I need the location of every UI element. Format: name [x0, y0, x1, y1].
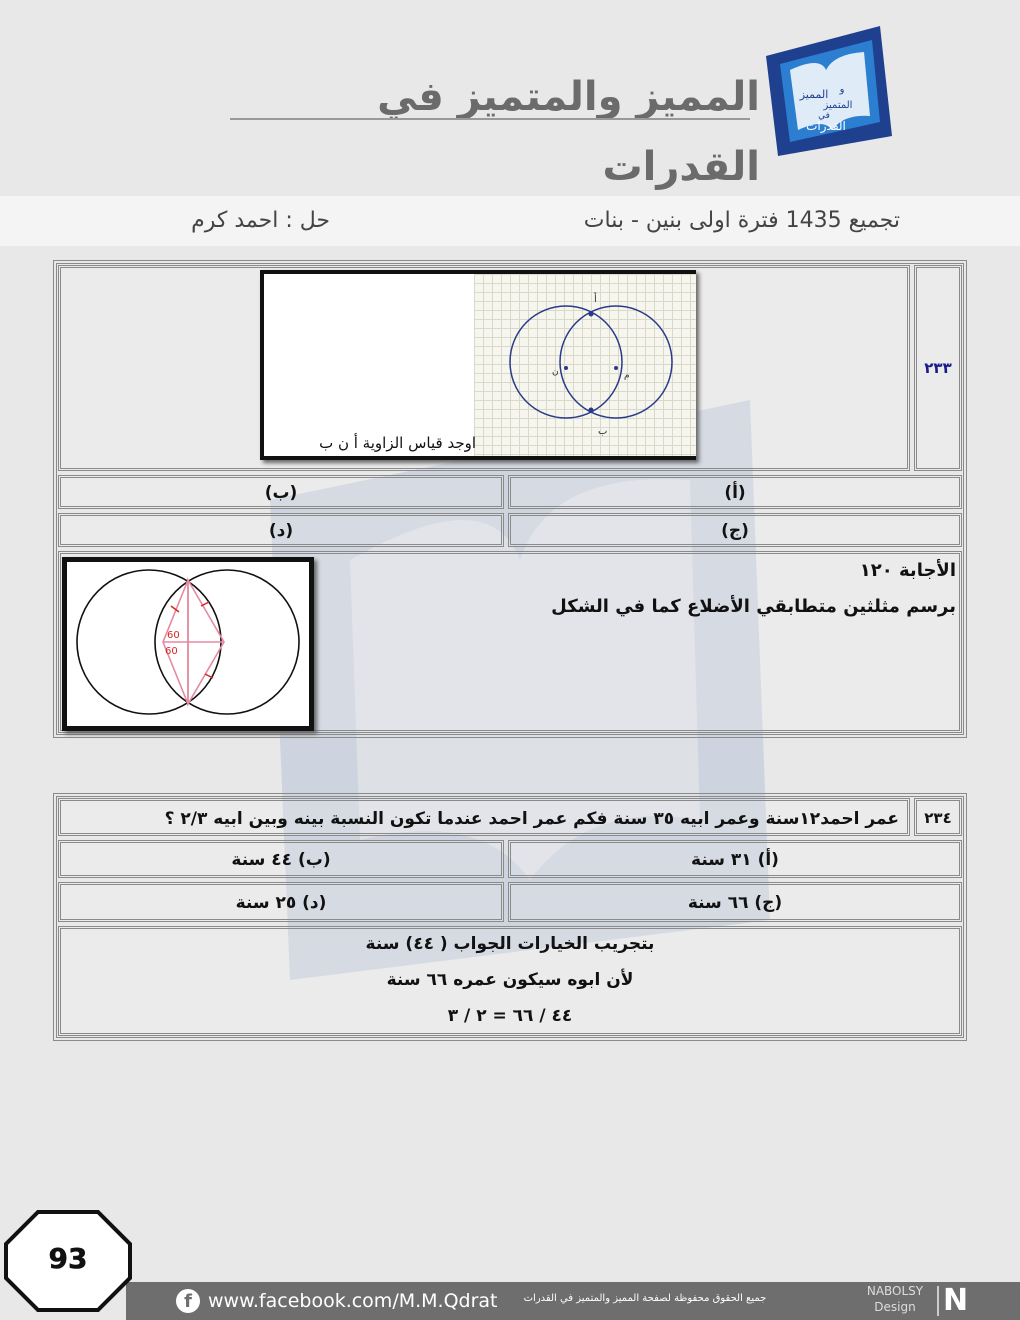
point-b	[589, 408, 594, 413]
q233-option-a: (أ)	[508, 475, 962, 509]
collection-title: تجميع 1435 فترة اولى بنين - بنات	[583, 208, 900, 233]
copyright-notice: جميع الحقوق محفوظة لصفحة المميز والمتميز في القدرات	[523, 1293, 767, 1304]
label-m: م	[624, 371, 630, 381]
label-a: أ	[594, 294, 597, 305]
q234-solution-line2: لأن ابوه سيكون عمره ٦٦ سنة	[386, 970, 634, 990]
q233-option-c: (ج)	[508, 513, 962, 547]
page-number: 93	[48, 1242, 88, 1275]
designer-divider	[937, 1286, 939, 1316]
brand-title: المميز والمتميز في القدرات	[377, 74, 760, 190]
logo-text-5: القدرات	[806, 119, 846, 133]
point-a	[589, 312, 594, 317]
logo-text-4: في	[818, 111, 830, 121]
designer-label: Design	[874, 1300, 916, 1314]
q233-option-b: (ب)	[58, 475, 504, 509]
equilateral-triangles-diagram	[67, 562, 309, 726]
facebook-icon: f	[176, 1289, 200, 1313]
label-b: ب	[598, 426, 608, 437]
q234-option-b: (ب) ٤٤ سنة	[58, 840, 504, 878]
q234-solution-line1: بتجريب الخيارات الجواب ( ٤٤) سنة	[365, 934, 655, 954]
brand-underline	[230, 118, 750, 124]
designer-name: NABOLSY	[866, 1284, 924, 1298]
q233-number: ٢٣٣	[914, 265, 962, 471]
logo-text-3: المتميز	[823, 100, 853, 111]
logo-text-1: المميز	[799, 88, 829, 101]
point-m	[614, 366, 618, 370]
designer-logo-icon: N	[943, 1283, 969, 1318]
q234-number: ٢٣٤	[914, 798, 962, 836]
circle-right	[560, 306, 672, 418]
q234-option-a: (أ) ٣١ سنة	[508, 840, 962, 878]
solver-credit: حل : احمد كرم	[191, 208, 330, 233]
q234-option-d: (د) ٢٥ سنة	[58, 882, 504, 922]
book-logo-icon	[760, 26, 892, 156]
q233-figure	[260, 270, 696, 460]
q233-answer: الأجابة ١٢٠	[859, 560, 956, 581]
q234-solution-line3: ٤٤ / ٦٦ = ٢ / ٣	[447, 1006, 573, 1026]
circle-left	[510, 306, 622, 418]
angle-label-1: 60	[167, 630, 180, 641]
q234-option-c: (ج) ٦٦ سنة	[508, 882, 962, 922]
logo-text-2: و	[839, 84, 845, 95]
q234-question: عمر احمد١٢سنة وعمر ابيه ٣٥ سنة فكم عمر احمد عندما تكون النسبة بينه وبين ابيه ٢/٣ ؟	[58, 798, 910, 836]
two-circles-diagram	[474, 274, 696, 456]
page-number-badge	[4, 1210, 132, 1312]
q233-explanation: برسم مثلثين متطابقي الأضلاع كما في الشكل	[551, 596, 956, 617]
facebook-link[interactable]: www.facebook.com/M.M.Qdrat	[208, 1290, 498, 1312]
figure-caption: اوجد قياس الزاوية أ ن ب	[319, 434, 476, 452]
graph-paper	[474, 274, 696, 456]
label-n: ن	[552, 367, 559, 377]
angle-label-2: 60	[165, 646, 178, 657]
q233-option-d: (د)	[58, 513, 504, 547]
point-n	[564, 366, 568, 370]
q233-answer-figure	[62, 557, 314, 731]
